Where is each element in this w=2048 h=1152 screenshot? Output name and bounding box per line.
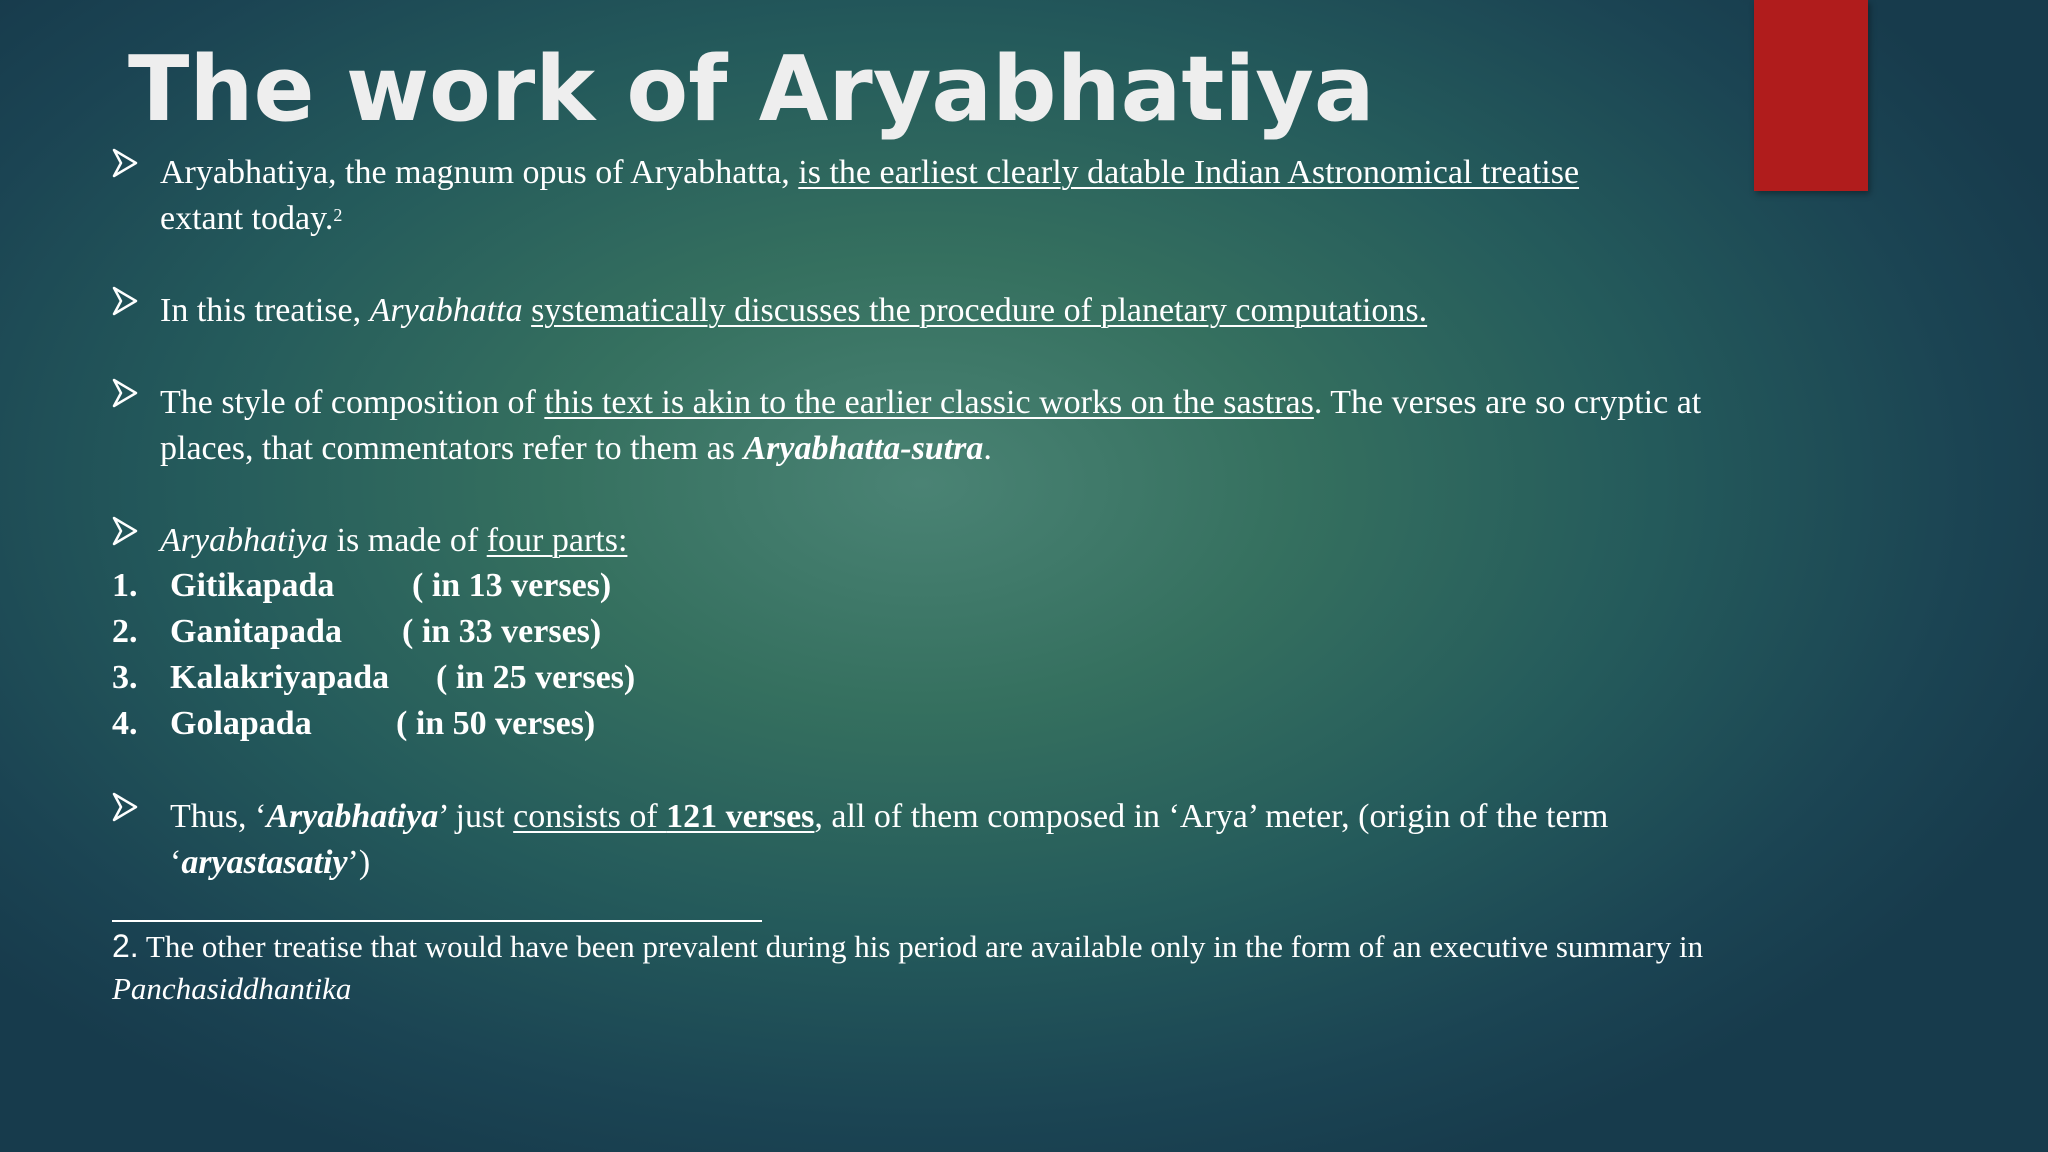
footnote-italic: Panchasiddhantika xyxy=(112,971,352,1006)
bullet-2-underline: systematically discusses the procedure of planetary computations. xyxy=(531,292,1428,329)
footnote-ref: 2 xyxy=(333,205,343,225)
bullet-3-text: The style of composition of this text is akin to the earlier classic works on the sastras. The verses are so cryptic at places, that commentators refer to them as Aryabhatta-sutra. xyxy=(160,384,1702,467)
arrow-bullet-icon xyxy=(112,148,142,194)
bullet-1-underline: is the earliest clearly datable Indian Astronomical treatise xyxy=(798,154,1580,191)
bullet-1-text: Aryabhatiya, the magnum opus of Aryabhatta, is the earliest clearly datable Indian Astronomical treatise extant today.$^2$ xyxy=(160,154,1580,237)
part-name: Gitikapada xyxy=(170,567,335,604)
bullet-4-underline: four parts: xyxy=(486,522,628,559)
bullet-4 xyxy=(112,518,1792,564)
slide-title: The work of Aryabhatiya xyxy=(128,37,1375,142)
bullet-2 xyxy=(112,288,1792,334)
part-verses: ( in 13 verses) xyxy=(412,567,612,604)
arrow-bullet-icon xyxy=(112,792,142,838)
bullet-3-underline: this text is akin to the earlier classic works on the sastras xyxy=(544,384,1314,421)
part-verses: ( in 50 verses) xyxy=(396,705,596,742)
arrow-bullet-icon xyxy=(112,378,142,424)
bullet-1 xyxy=(112,150,1792,242)
arrow-bullet-icon xyxy=(112,286,142,332)
footnote: 2. The other treatise that would have been prevalent during his period are available only in the form of an executive summary in Panchasiddhantika xyxy=(112,928,1704,1006)
bullet-5-underline: consists of 121 verses xyxy=(513,798,815,835)
bullet-2-text: In this treatise, Aryabhatta systematically discusses the procedure of planetary computations. xyxy=(160,292,1428,329)
bullet-5-text: Thus, ‘Aryabhatiya’ just consists of 121 verses, all of them composed in ‘Arya’ meter, (origin of the term ‘aryastasatiy’) xyxy=(170,798,1609,881)
part-name: Golapada xyxy=(170,705,312,742)
bullet-4-text: Aryabhatiya is made of four parts: xyxy=(160,522,628,559)
bullet-5 xyxy=(112,794,1792,886)
part-verses: ( in 25 verses) xyxy=(436,659,636,696)
part-name: Kalakriyapada xyxy=(170,659,390,696)
arrow-bullet-icon xyxy=(112,516,142,562)
bullet-3 xyxy=(112,380,1792,472)
part-name: Ganitapada xyxy=(170,613,342,650)
part-verses: ( in 33 verses) xyxy=(402,613,602,650)
footnote-number: 2. xyxy=(112,928,139,964)
footnote-divider xyxy=(112,920,762,922)
